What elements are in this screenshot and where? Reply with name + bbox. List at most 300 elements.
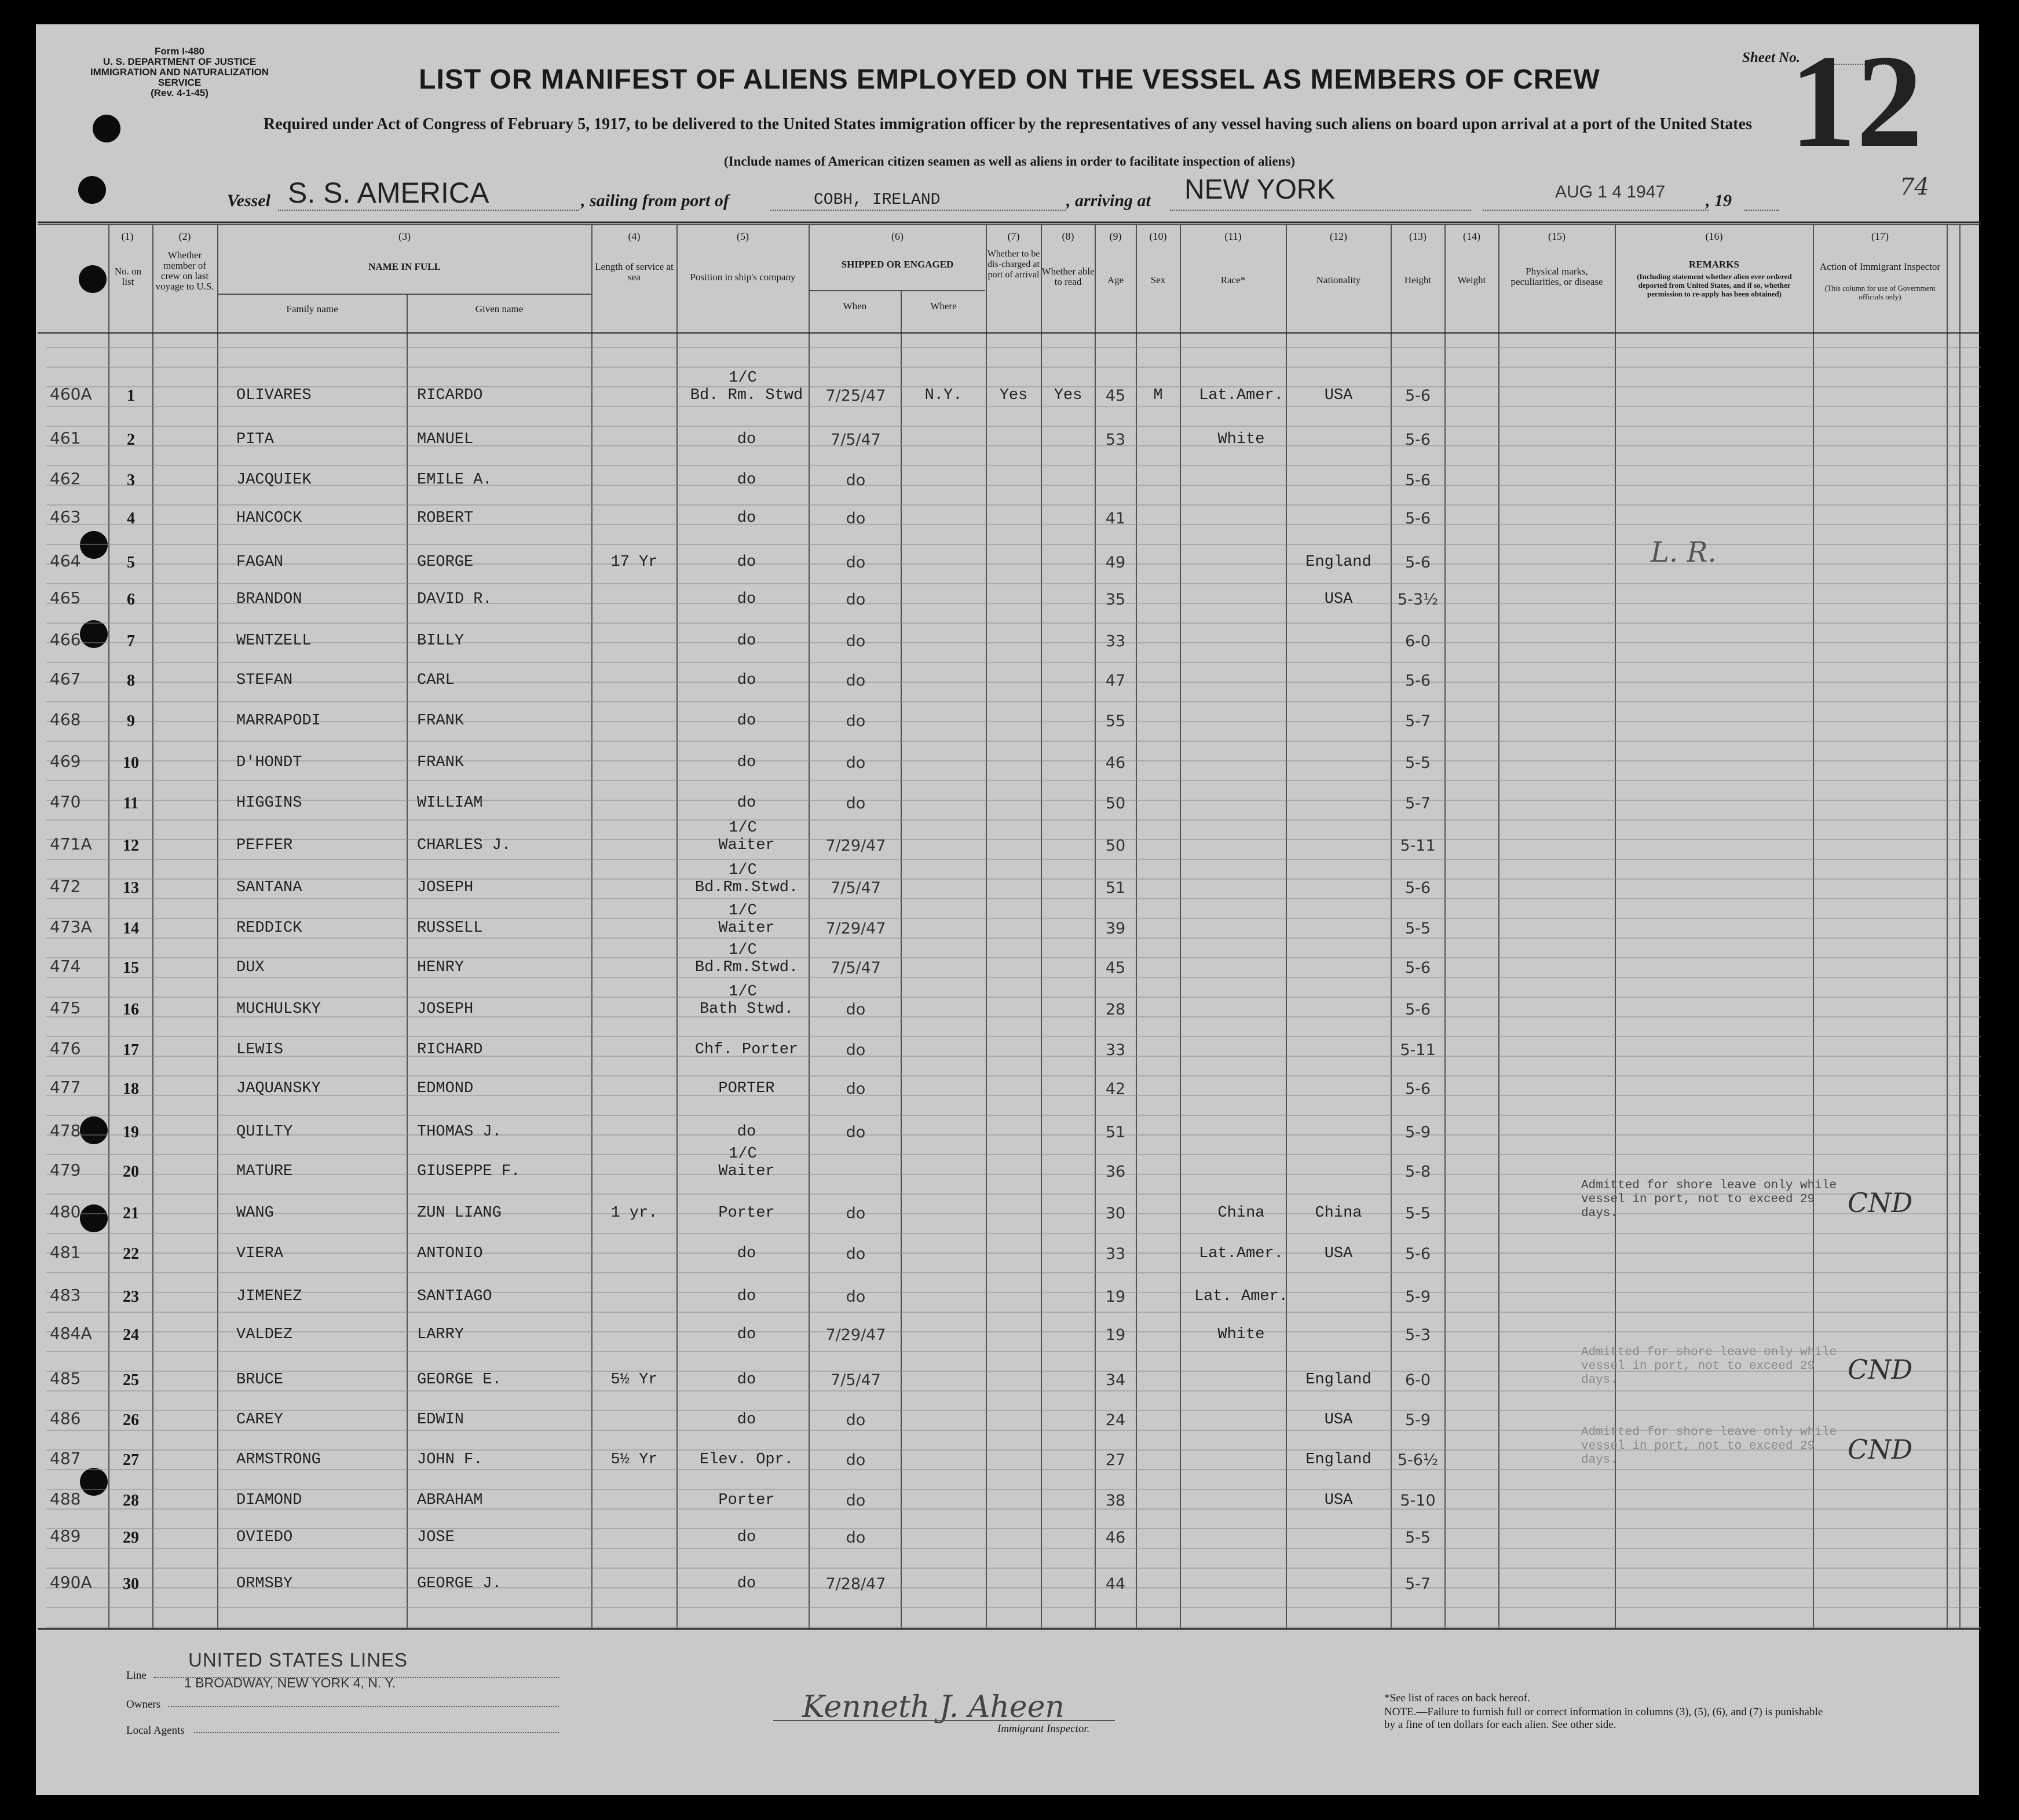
position: Waiter — [718, 837, 775, 854]
height: 5-6 — [1404, 471, 1431, 489]
col-header-remarks-note: (Including statement whether alien ever ordered deported from United States, and if so, whether permission to re-apply has been obtained) — [1637, 272, 1792, 298]
col-header-family: Family name — [286, 303, 338, 314]
age: 39 — [1105, 920, 1126, 938]
family-name: FAGAN — [236, 554, 284, 571]
list-number: 3 — [127, 471, 135, 489]
shipped-when: 7/28/47 — [825, 1575, 886, 1593]
col-header-race: Race* — [1220, 274, 1246, 285]
shipped-when: do — [846, 712, 866, 730]
arriving-label: , arriving at — [1066, 191, 1151, 210]
list-number: 24 — [123, 1326, 139, 1344]
col-header-nationality: Nationality — [1316, 274, 1361, 285]
age: 19 — [1105, 1326, 1126, 1344]
shipped-when: do — [846, 591, 866, 609]
given-name: HENRY — [417, 959, 464, 976]
family-name: JIMENEZ — [236, 1288, 302, 1305]
family-name: WENTZELL — [236, 632, 312, 650]
length-of-service: 5½ Yr — [610, 1451, 658, 1469]
col-header-when: When — [843, 301, 867, 312]
shipped-when: 7/5/47 — [831, 431, 881, 449]
family-name: BRANDON — [236, 591, 302, 608]
inspector-action: CND — [1848, 1187, 1913, 1218]
position-class: 1/C — [729, 862, 757, 879]
handwritten-line-number: 487 — [50, 1449, 81, 1468]
remark-shore-leave: Admitted for shore leave only while vessel in port, not to exceed 29 days. — [1581, 1179, 1837, 1220]
height: 5-6 — [1404, 1001, 1431, 1019]
nationality: USA — [1324, 1492, 1353, 1509]
col-header-age: Age — [1107, 274, 1124, 285]
handwritten-line-number: 472 — [50, 877, 81, 896]
given-name: ZUN LIANG — [417, 1204, 502, 1222]
height: 5-9 — [1404, 1411, 1431, 1429]
col-number: (8) — [1062, 230, 1074, 242]
shipped-when: do — [846, 1001, 866, 1019]
form-number: Form I-480 — [155, 46, 204, 57]
height: 5-7 — [1404, 1575, 1431, 1593]
height: 5-6 — [1404, 1245, 1431, 1263]
remark-shore-leave: Admitted for shore leave only while vessel in port, not to exceed 29 days. — [1581, 1346, 1837, 1387]
given-name: CHARLES J. — [417, 837, 511, 854]
list-number: 15 — [123, 959, 139, 977]
age: 46 — [1105, 1529, 1126, 1547]
handwritten-line-number: 479 — [50, 1160, 81, 1180]
position: Porter — [718, 1204, 775, 1222]
age: 44 — [1105, 1575, 1126, 1593]
corner-mark: 74 — [1900, 174, 1929, 200]
height: 5-7 — [1404, 794, 1431, 812]
shipped-when: do — [846, 1245, 866, 1263]
given-name: RUSSELL — [417, 920, 483, 937]
list-number: 17 — [123, 1041, 139, 1059]
shipped-when: do — [846, 794, 866, 812]
family-name: QUILTY — [236, 1123, 293, 1141]
list-number: 13 — [123, 879, 139, 897]
family-name: DUX — [236, 959, 265, 976]
col-header-action: Action of Immigrant Inspector — [1819, 261, 1941, 272]
shipped-when: do — [846, 1204, 866, 1222]
form-rev: (Rev. 4-1-45) — [151, 87, 209, 98]
height: 5-5 — [1404, 920, 1431, 938]
col-number: (7) — [1007, 230, 1020, 242]
list-number: 7 — [127, 632, 135, 650]
list-number: 28 — [123, 1492, 139, 1510]
handwritten-line-number: 474 — [50, 957, 81, 976]
col-header-member: Whether member of crew on last voyage to U.S. — [155, 250, 214, 292]
position-class: 1/C — [729, 983, 757, 1001]
height: 5-5 — [1404, 754, 1431, 772]
position: Bd.Rm.Stwd. — [694, 879, 799, 896]
handwritten-line-number: 465 — [50, 588, 81, 607]
position: do — [737, 510, 756, 527]
age: 53 — [1105, 431, 1126, 449]
family-name: MARRAPODI — [236, 712, 321, 730]
nationality: England — [1305, 1451, 1371, 1469]
handwritten-line-number: 476 — [50, 1039, 81, 1058]
given-name: JOSEPH — [417, 879, 474, 896]
given-name: JOSEPH — [417, 1001, 474, 1018]
arriving-port: NEW YORK — [1184, 174, 1336, 205]
col-header-remarks: REMARKS — [1689, 259, 1739, 270]
given-name: RICARDO — [417, 387, 483, 404]
list-number: 25 — [123, 1371, 139, 1389]
sailing-from-label: , sailing from port of — [581, 191, 729, 210]
height: 5-3½ — [1397, 591, 1439, 609]
race: White — [1217, 431, 1265, 448]
col-header-height: Height — [1404, 274, 1432, 285]
handwritten-line-number: 475 — [50, 998, 81, 1017]
inspector-action: CND — [1848, 1434, 1913, 1465]
list-number: 8 — [127, 672, 135, 690]
handwritten-line-number: 463 — [50, 507, 81, 526]
position: do — [737, 554, 756, 571]
handwritten-line-number: 473A — [50, 917, 92, 936]
shipped-when: do — [846, 1288, 866, 1306]
handwritten-line-number: 477 — [50, 1078, 81, 1097]
position-class: 1/C — [729, 369, 757, 387]
given-name: CARL — [417, 672, 455, 689]
handwritten-line-number: 481 — [50, 1243, 81, 1262]
col-header-service: Length of service at sea — [595, 261, 674, 283]
family-name: DIAMOND — [236, 1492, 302, 1509]
given-name: LARRY — [417, 1326, 464, 1343]
shipped-when: do — [846, 1411, 866, 1429]
age: 33 — [1105, 1041, 1126, 1059]
height: 5-9 — [1404, 1123, 1431, 1141]
family-name: HIGGINS — [236, 794, 302, 812]
height: 5-6 — [1404, 554, 1431, 572]
position-class: 1/C — [729, 819, 757, 837]
given-name: MANUEL — [417, 431, 474, 448]
height: 6-0 — [1404, 1371, 1431, 1389]
inspector-action: CND — [1848, 1354, 1913, 1385]
remark-initials: L. R. — [1651, 536, 1717, 569]
age: 46 — [1105, 754, 1126, 772]
given-name: ABRAHAM — [417, 1492, 483, 1509]
list-number: 4 — [127, 510, 135, 528]
position: do — [737, 1371, 756, 1389]
list-number: 14 — [123, 920, 139, 938]
age: 55 — [1105, 712, 1126, 730]
nationality: USA — [1324, 1411, 1353, 1429]
height: 5-6 — [1404, 959, 1431, 977]
page-subtitle-note: (Include names of American citizen seamen as well as aliens in order to facilitate inspection of aliens) — [724, 154, 1295, 169]
handwritten-line-number: 480 — [50, 1202, 81, 1221]
shipped-when: do — [846, 471, 866, 489]
position: Bd.Rm.Stwd. — [694, 959, 799, 976]
col-number: (9) — [1109, 230, 1122, 242]
given-name: BILLY — [417, 632, 464, 650]
sailing-port: COBH, IRELAND — [814, 191, 941, 209]
height: 5-7 — [1404, 712, 1431, 730]
list-number: 19 — [123, 1123, 139, 1141]
shipped-when: do — [846, 510, 866, 528]
page-subtitle: Required under Act of Congress of February 5, 1917, to be delivered to the United States immigration officer by the representatives of any vessel having such aliens on board upon arrival at a port of the United States — [264, 115, 1752, 133]
position: Bath Stwd. — [699, 1001, 794, 1018]
position: Porter — [718, 1492, 775, 1509]
age: 36 — [1105, 1163, 1126, 1181]
position: do — [737, 1245, 756, 1262]
shipped-when: do — [846, 632, 866, 650]
height: 5-5 — [1404, 1204, 1431, 1222]
given-name: EDMOND — [417, 1080, 474, 1097]
age: 50 — [1105, 837, 1126, 855]
family-name: REDDICK — [236, 920, 302, 937]
col-number: (6) — [891, 230, 904, 242]
family-name: ARMSTRONG — [236, 1451, 321, 1469]
family-name: OLIVARES — [236, 387, 312, 404]
family-name: VIERA — [236, 1245, 284, 1262]
shipped-when: do — [846, 1041, 866, 1059]
given-name: EMILE A. — [417, 471, 492, 489]
col-header-marks: Physical marks, peculiarities, or disease — [1510, 266, 1603, 287]
age: 38 — [1105, 1492, 1126, 1510]
height: 5-3 — [1404, 1326, 1431, 1344]
position: do — [737, 794, 756, 812]
position: do — [737, 1326, 756, 1343]
position: do — [737, 1411, 756, 1429]
year-label: , 19 — [1706, 191, 1732, 210]
age: 51 — [1105, 879, 1126, 897]
col-number: (10) — [1149, 230, 1167, 242]
col-number: (17) — [1871, 230, 1889, 242]
nationality: China — [1315, 1204, 1362, 1222]
age: 47 — [1105, 672, 1126, 690]
shipped-when: 7/25/47 — [825, 387, 886, 405]
length-of-service: 1 yr. — [610, 1204, 658, 1222]
col-number: (12) — [1330, 230, 1347, 242]
given-name: EDWIN — [417, 1411, 464, 1429]
shipped-when: do — [846, 1451, 866, 1469]
race: China — [1217, 1204, 1265, 1222]
height: 5-6 — [1404, 1080, 1431, 1098]
given-name: THOMAS J. — [417, 1123, 502, 1141]
arrival-date-stamp: AUG 1 4 1947 — [1555, 182, 1666, 202]
col-number: (11) — [1224, 230, 1242, 242]
inspector-signature: Kenneth J. Aheen — [802, 1690, 1065, 1724]
height: 5-6½ — [1397, 1451, 1439, 1469]
age: 35 — [1105, 591, 1126, 609]
list-number: 12 — [123, 837, 139, 855]
line-address: 1 BROADWAY, NEW YORK 4, N. Y. — [184, 1675, 396, 1690]
handwritten-line-number: 464 — [50, 551, 81, 570]
given-name: ROBERT — [417, 510, 474, 527]
handwritten-line-number: 470 — [50, 792, 81, 811]
col-number: (4) — [628, 230, 641, 242]
position: do — [737, 1123, 756, 1141]
given-name: JOSE — [417, 1529, 455, 1546]
col-header-read: Whether able to read — [1041, 266, 1095, 287]
list-number: 2 — [127, 431, 135, 449]
list-number: 20 — [123, 1163, 139, 1181]
sheet-number-label: Sheet No. — [1742, 50, 1800, 65]
given-name: GEORGE — [417, 554, 474, 571]
handwritten-line-number: 485 — [50, 1369, 81, 1388]
position: PORTER — [718, 1080, 775, 1097]
list-number: 6 — [127, 591, 135, 609]
height: 5-6 — [1404, 387, 1431, 405]
age: 30 — [1105, 1204, 1126, 1222]
position: Waiter — [718, 920, 775, 937]
race: Lat.Amer. — [1199, 1245, 1283, 1262]
list-number: 5 — [127, 554, 135, 572]
length-of-service: 5½ Yr — [610, 1371, 658, 1389]
col-number: (13) — [1409, 230, 1427, 242]
age: 45 — [1105, 387, 1126, 405]
family-name: VALDEZ — [236, 1326, 293, 1343]
family-name: LEWIS — [236, 1041, 284, 1059]
position: do — [737, 1529, 756, 1546]
list-number: 22 — [123, 1245, 139, 1263]
sex: M — [1153, 387, 1163, 404]
shipped-when: 7/29/47 — [825, 920, 886, 938]
age: 33 — [1105, 1245, 1126, 1263]
handwritten-line-number: 468 — [50, 710, 81, 729]
handwritten-line-number: 462 — [50, 469, 81, 488]
shipped-when: do — [846, 554, 866, 572]
handwritten-line-number: 466 — [50, 630, 81, 649]
shipped-when: do — [846, 1123, 866, 1141]
given-name: DAVID R. — [417, 591, 492, 608]
handwritten-line-number: 460A — [50, 384, 92, 404]
given-name: GEORGE E. — [417, 1371, 502, 1389]
given-name: RICHARD — [417, 1041, 483, 1059]
height: 5-6 — [1404, 672, 1431, 690]
family-name: WANG — [236, 1204, 274, 1222]
height: 5-8 — [1404, 1163, 1431, 1181]
height: 5-6 — [1404, 431, 1431, 449]
handwritten-line-number: 488 — [50, 1489, 81, 1508]
list-number: 29 — [123, 1529, 139, 1547]
handwritten-line-number: 486 — [50, 1409, 81, 1428]
list-number: 16 — [123, 1001, 139, 1019]
handwritten-line-number: 471A — [50, 834, 92, 854]
col-number: (5) — [737, 230, 749, 242]
races-note: *See list of races on back hereof. — [1384, 1692, 1530, 1704]
age: 34 — [1105, 1371, 1126, 1389]
position: do — [737, 471, 756, 489]
age: 49 — [1105, 554, 1126, 572]
col-header-discharged: Whether to be dis-charged at port of arrival — [987, 249, 1040, 280]
handwritten-line-number: 490A — [50, 1573, 92, 1592]
vessel-label: Vessel — [227, 191, 270, 210]
list-number: 27 — [123, 1451, 139, 1469]
col-header-action-note: (This column for use of Government officials only) — [1824, 284, 1936, 301]
col-number: (14) — [1463, 230, 1480, 242]
col-header-no: No. on list — [114, 266, 142, 287]
height: 5-5 — [1404, 1529, 1431, 1547]
discharged: Yes — [999, 387, 1028, 404]
shipped-when: do — [846, 1492, 866, 1510]
age: 27 — [1105, 1451, 1126, 1469]
col-header-weight: Weight — [1457, 274, 1486, 285]
handwritten-line-number: 461 — [50, 429, 81, 448]
family-name: D'HONDT — [236, 754, 302, 771]
shipped-when: 7/29/47 — [825, 837, 886, 855]
given-name: WILLIAM — [417, 794, 483, 812]
sheet-number: 12 — [1790, 27, 1923, 175]
shipped-when: do — [846, 672, 866, 690]
age: 24 — [1105, 1411, 1126, 1429]
age: 50 — [1105, 794, 1126, 812]
race: White — [1217, 1326, 1265, 1343]
nationality: USA — [1324, 1245, 1353, 1262]
list-number: 30 — [123, 1575, 139, 1593]
col-number: (16) — [1705, 230, 1723, 242]
family-name: BRUCE — [236, 1371, 284, 1389]
position: Waiter — [718, 1163, 775, 1180]
position-class: 1/C — [729, 1145, 757, 1163]
family-name: CAREY — [236, 1411, 284, 1429]
family-name: JACQUIEK — [236, 471, 312, 489]
list-number: 26 — [123, 1411, 139, 1429]
form-dept: U. S. DEPARTMENT OF JUSTICE — [103, 56, 257, 67]
shipped-when: do — [846, 754, 866, 772]
height: 6-0 — [1404, 632, 1431, 650]
list-number: 10 — [123, 754, 139, 772]
list-number: 11 — [123, 794, 139, 812]
age: 28 — [1105, 1001, 1126, 1019]
list-number: 9 — [127, 712, 135, 730]
shipped-when: 7/5/47 — [831, 959, 881, 977]
given-name: GEORGE J. — [417, 1575, 502, 1592]
height: 5-6 — [1404, 879, 1431, 897]
age: 41 — [1105, 510, 1126, 528]
local-agents-label: Local Agents — [126, 1724, 185, 1737]
col-header-given: Given name — [475, 303, 524, 314]
handwritten-line-number: 489 — [50, 1526, 81, 1546]
list-number: 23 — [123, 1288, 139, 1306]
remark-shore-leave: Admitted for shore leave only while vessel in port, not to exceed 29 days. — [1581, 1426, 1837, 1467]
able-to-read: Yes — [1054, 387, 1082, 404]
form-service: IMMIGRATION AND NATURALIZATION SERVICE — [90, 67, 269, 88]
family-name: ORMSBY — [236, 1575, 293, 1592]
position-class: 1/C — [729, 902, 757, 920]
nationality: USA — [1324, 387, 1353, 404]
penalty-note: NOTE.—Failure to furnish full or correct information in columns (3), (5), (6), and (7) is punishable by a fine of ten dollars for each alien. See other side. — [1384, 1706, 1823, 1731]
col-header-shipped: SHIPPED OR ENGAGED — [841, 259, 954, 270]
nationality: England — [1305, 1371, 1371, 1389]
family-name: MATURE — [236, 1163, 293, 1180]
family-name: PEFFER — [236, 837, 293, 854]
col-header-sex: Sex — [1150, 274, 1166, 285]
vessel-name: S. S. AMERICA — [288, 177, 489, 209]
position: do — [737, 431, 756, 448]
age: 19 — [1105, 1288, 1126, 1306]
given-name: JOHN F. — [417, 1451, 483, 1469]
family-name: MUCHULSKY — [236, 1001, 321, 1018]
race: Lat. Amer. — [1194, 1288, 1289, 1305]
family-name: HANCOCK — [236, 510, 302, 527]
shipped-when: 7/5/47 — [831, 879, 881, 897]
family-name: PITA — [236, 431, 274, 448]
age: 33 — [1105, 632, 1126, 650]
list-number: 18 — [123, 1080, 139, 1098]
height: 5-9 — [1404, 1288, 1431, 1306]
line-value: UNITED STATES LINES — [188, 1649, 408, 1671]
position: do — [737, 712, 756, 730]
height: 5-11 — [1400, 837, 1436, 855]
position: do — [737, 591, 756, 608]
owners-label: Owners — [126, 1698, 161, 1711]
length-of-service: 17 Yr — [610, 554, 658, 571]
given-name: ANTONIO — [417, 1245, 483, 1262]
col-header-position: Position in ship's company — [690, 272, 796, 283]
given-name: FRANK — [417, 712, 464, 730]
family-name: JAQUANSKY — [236, 1080, 321, 1097]
handwritten-line-number: 484A — [50, 1324, 92, 1343]
age: 45 — [1105, 959, 1126, 977]
position: do — [737, 632, 756, 650]
